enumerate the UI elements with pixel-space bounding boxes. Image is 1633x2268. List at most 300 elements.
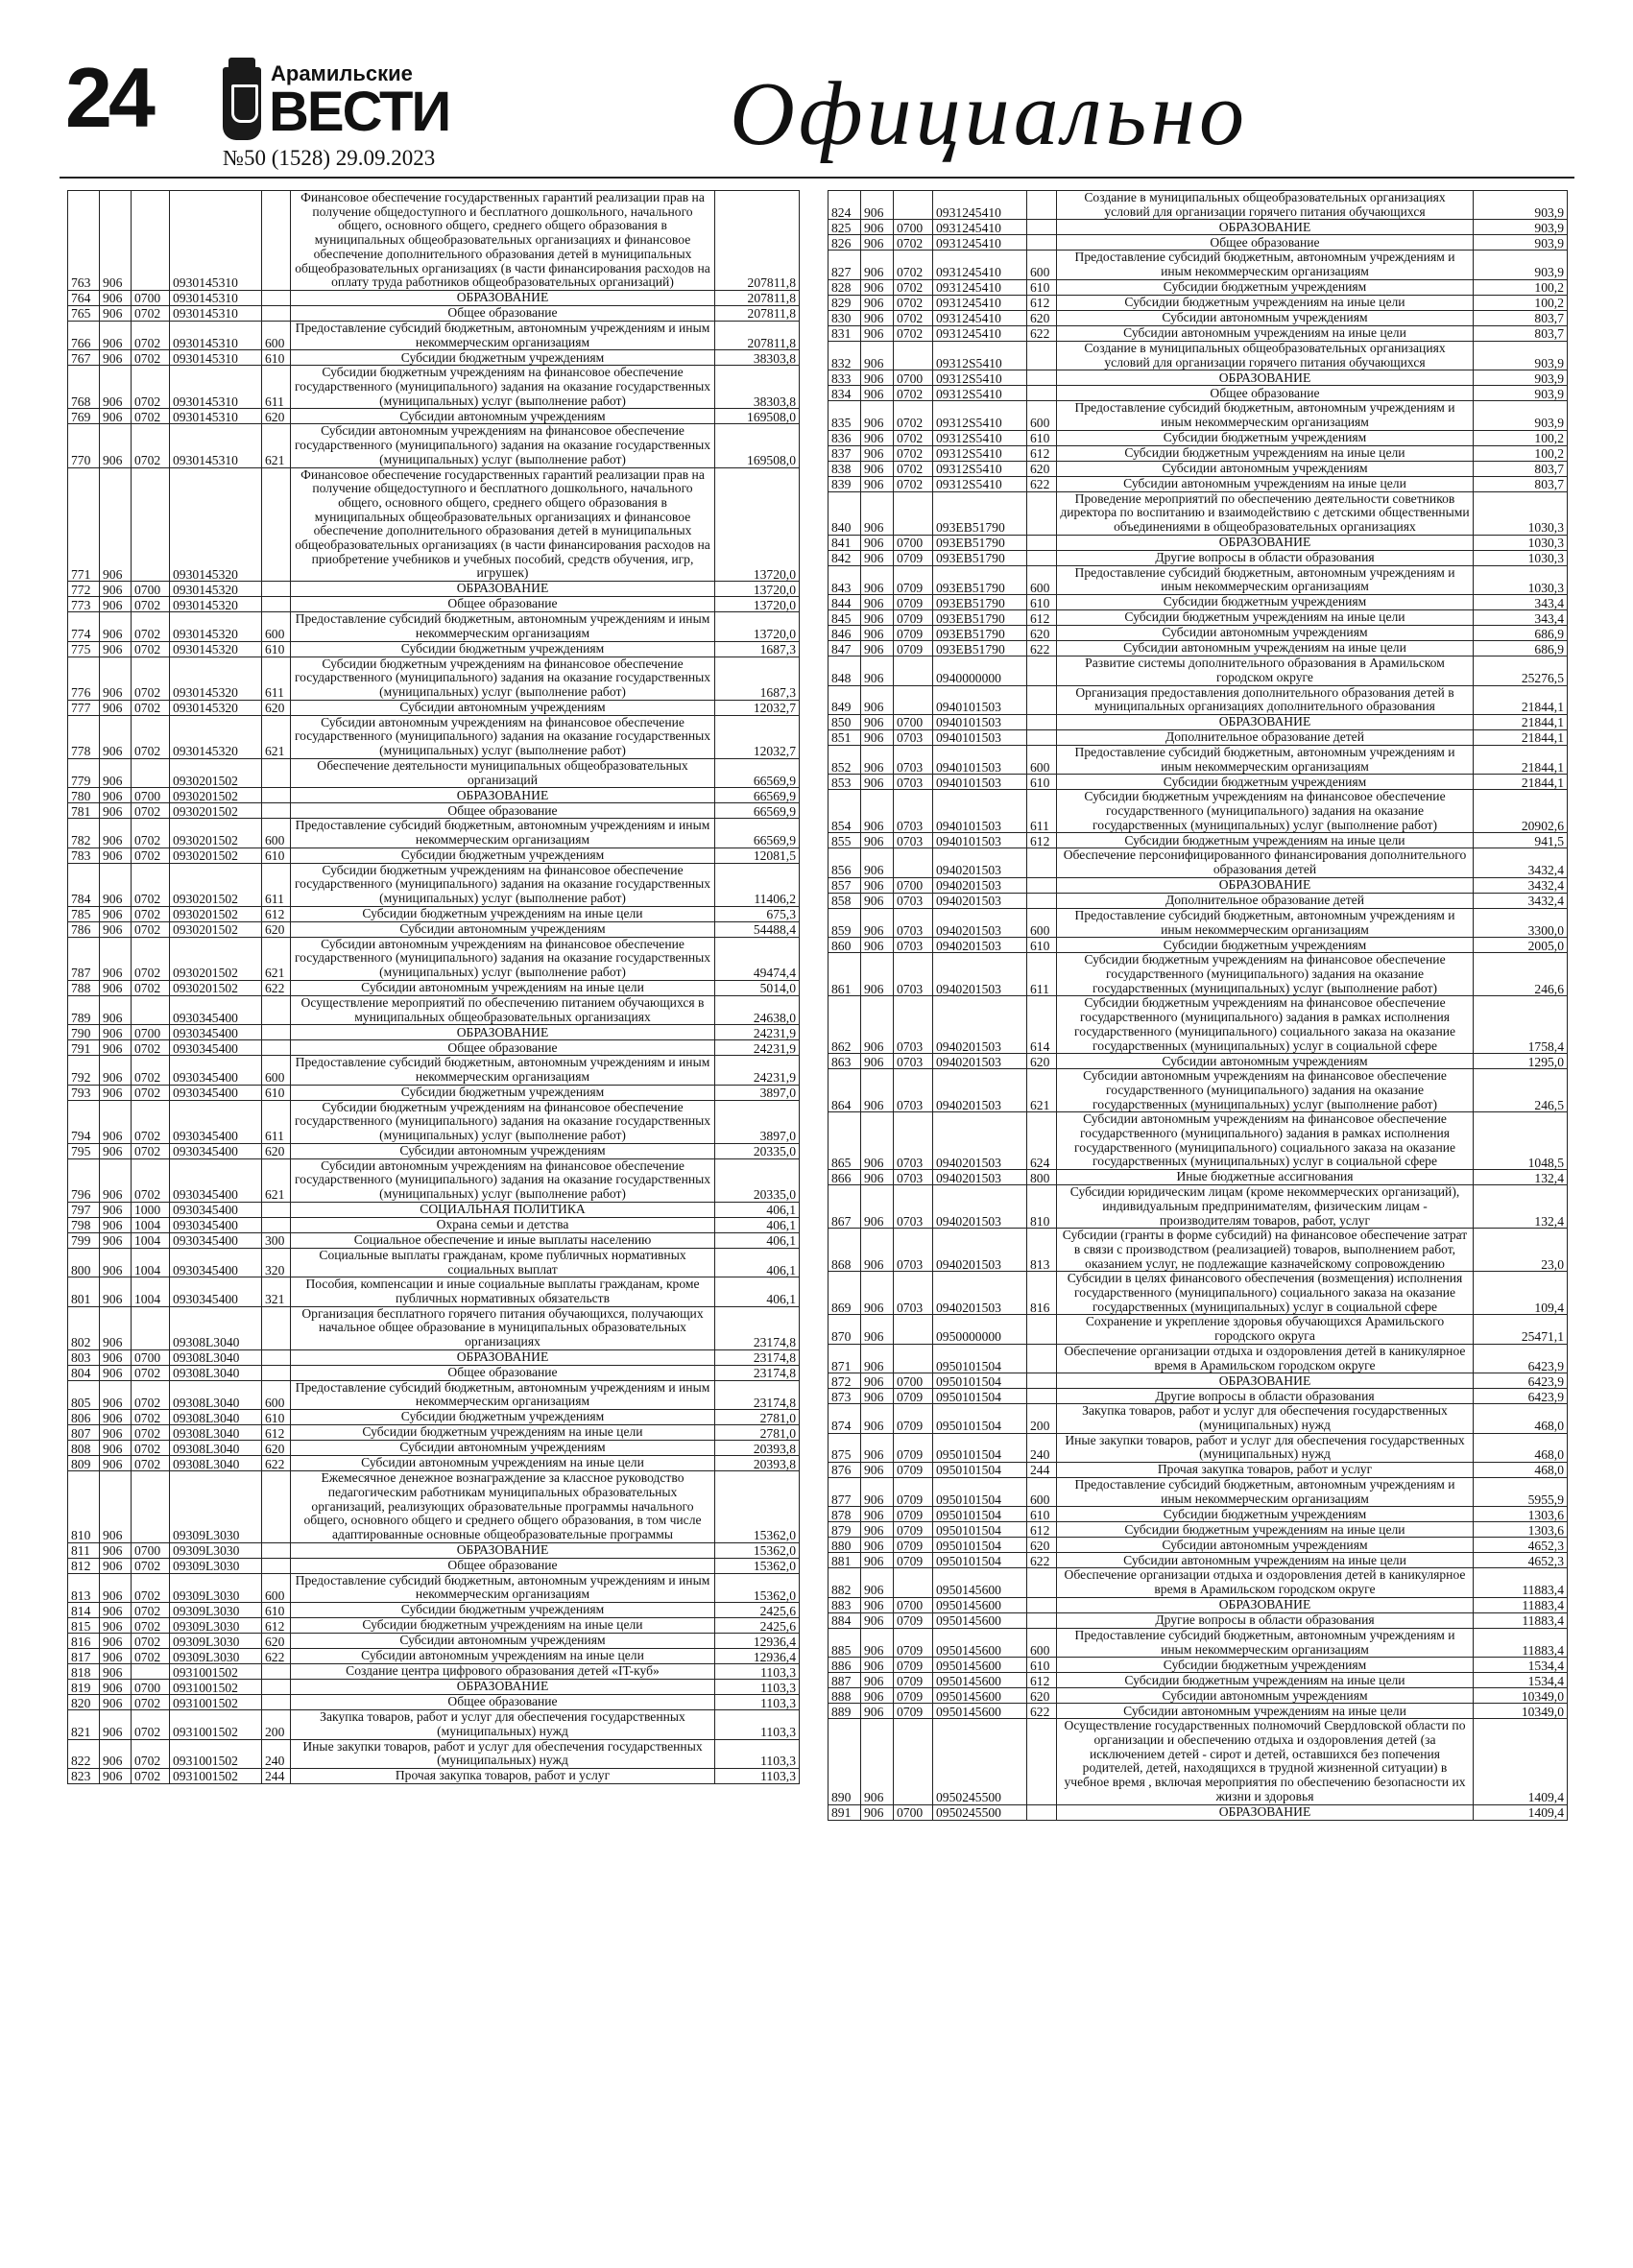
table-row (829, 1538, 1568, 1553)
description: ОБРАЗОВАНИЕ (1057, 1804, 1474, 1820)
description: Субсидии бюджетным учреждениям на финансовое обеспечение государственного (муниципального) задания на оказание государственных (муниципальных) услуг (выполнение работ) (291, 863, 715, 906)
table-row (68, 1603, 800, 1618)
table-row (829, 1344, 1568, 1373)
section-code: 0702 (894, 310, 933, 325)
gr-code: 906 (100, 819, 132, 848)
gr-code: 906 (100, 366, 132, 409)
gr-code: 906 (861, 595, 894, 610)
table-row (68, 1573, 800, 1602)
amount: 12936,4 (715, 1649, 800, 1664)
amount: 468,0 (1474, 1404, 1568, 1433)
description: ОБРАЗОВАНИЕ (1057, 1373, 1474, 1389)
type-code (1027, 220, 1057, 235)
section-code: 0702 (132, 597, 170, 612)
gr-code: 906 (100, 350, 132, 366)
section-code: 0702 (132, 1040, 170, 1056)
row-number: 769 (68, 409, 100, 424)
table-row (829, 1628, 1568, 1657)
section-code (894, 1568, 933, 1597)
gr-code: 906 (100, 1441, 132, 1456)
description: Субсидии бюджетным учреждениям на финансовое обеспечение государственного (муниципального) задания в рамках исполнения государственного (муниципального) социального заказа на оказание государственных (муниципальных) услуг в социальной сфере (1057, 996, 1474, 1054)
row-number: 767 (68, 350, 100, 366)
target-code: 0931245410 (933, 251, 1027, 279)
gr-code: 906 (861, 370, 894, 386)
section-code: 0702 (132, 803, 170, 819)
target-code: 0930145320 (170, 467, 262, 582)
target-code: 0940201503 (933, 848, 1027, 877)
target-code: 0940101503 (933, 729, 1027, 745)
target-code: 09312S5410 (933, 461, 1027, 476)
gr-code: 906 (861, 491, 894, 535)
section-code: 0702 (894, 401, 933, 430)
section-code: 0709 (894, 1463, 933, 1478)
description: Субсидии бюджетным учреждениям на финансовое обеспечение государственного (муниципального) задания на оказание государственных (муниципальных) услуг (выполнение работ) (1057, 790, 1474, 833)
section-code: 0709 (894, 626, 933, 641)
amount: 4652,3 (1474, 1553, 1568, 1568)
target-code: 09312S5410 (933, 476, 1027, 491)
table-row (68, 1558, 800, 1573)
gr-code: 906 (861, 877, 894, 893)
brand-top-line: Арамильские (271, 61, 413, 85)
section-code: 0702 (132, 366, 170, 409)
row-number: 786 (68, 921, 100, 937)
target-code: 0930145310 (170, 321, 262, 349)
table-row (829, 953, 1568, 996)
description: Субсидии автономным учреждениям на иные цели (291, 1456, 715, 1471)
gr-code: 906 (861, 476, 894, 491)
amount: 25471,1 (1474, 1315, 1568, 1344)
amount: 686,9 (1474, 626, 1568, 641)
gr-code: 906 (861, 235, 894, 251)
table-row (829, 1478, 1568, 1507)
description: Дополнительное образование детей (1057, 729, 1474, 745)
table-row (829, 1054, 1568, 1069)
section-code: 0702 (132, 906, 170, 921)
target-code: 0930201502 (170, 819, 262, 848)
row-number: 834 (829, 386, 861, 401)
type-code (262, 1365, 291, 1380)
table-row (829, 1463, 1568, 1478)
amount: 468,0 (1474, 1463, 1568, 1478)
amount: 10349,0 (1474, 1688, 1568, 1704)
target-code: 0930145310 (170, 305, 262, 321)
row-number: 890 (829, 1719, 861, 1804)
gr-code: 906 (100, 1710, 132, 1739)
amount: 13720,0 (715, 597, 800, 612)
type-code: 240 (262, 1739, 291, 1768)
table-row (829, 1658, 1568, 1673)
section-code: 0700 (894, 220, 933, 235)
amount: 903,9 (1474, 401, 1568, 430)
amount: 2425,6 (715, 1618, 800, 1634)
gr-code: 906 (861, 953, 894, 996)
gr-code: 906 (100, 1456, 132, 1471)
amount: 132,4 (1474, 1170, 1568, 1185)
table-row (829, 565, 1568, 594)
table-row (68, 1025, 800, 1040)
type-code: 816 (1027, 1272, 1057, 1315)
amount: 23174,8 (715, 1380, 800, 1409)
amount: 246,5 (1474, 1069, 1568, 1112)
amount: 11883,4 (1474, 1597, 1568, 1612)
description: ОБРАЗОВАНИЕ (291, 582, 715, 597)
table-row (68, 366, 800, 409)
description: Создание в муниципальных общеобразовательных организациях условий для организации горячего питания обучающихся (1057, 341, 1474, 370)
description: Общее образование (291, 1558, 715, 1573)
gr-code: 906 (861, 938, 894, 953)
row-number: 837 (829, 445, 861, 461)
section-code: 0702 (894, 279, 933, 295)
row-number: 772 (68, 582, 100, 597)
row-number: 872 (829, 1373, 861, 1389)
amount: 207811,8 (715, 321, 800, 349)
target-code: 0931245410 (933, 325, 1027, 341)
table-row (829, 1229, 1568, 1272)
target-code: 0930201502 (170, 788, 262, 803)
type-code: 600 (1027, 908, 1057, 937)
table-row (68, 1456, 800, 1471)
row-number: 815 (68, 1618, 100, 1634)
row-number: 802 (68, 1306, 100, 1349)
description: Прочая закупка товаров, работ и услуг (1057, 1463, 1474, 1478)
row-number: 782 (68, 819, 100, 848)
row-number: 796 (68, 1158, 100, 1202)
type-code: 620 (262, 409, 291, 424)
target-code: 0931001502 (170, 1710, 262, 1739)
row-number: 763 (68, 191, 100, 291)
row-number: 803 (68, 1349, 100, 1365)
section-code: 0702 (132, 921, 170, 937)
gr-code: 906 (861, 251, 894, 279)
description: Субсидии автономным учреждениям (1057, 1688, 1474, 1704)
row-number: 876 (829, 1463, 861, 1478)
target-code: 09309L3030 (170, 1542, 262, 1558)
table-row (68, 1680, 800, 1695)
target-code: 0930345400 (170, 1040, 262, 1056)
amount: 12032,7 (715, 700, 800, 715)
row-number: 798 (68, 1217, 100, 1232)
section-code: 0709 (894, 1404, 933, 1433)
description: ОБРАЗОВАНИЕ (1057, 1597, 1474, 1612)
table-row (68, 409, 800, 424)
type-code (262, 467, 291, 582)
amount: 803,7 (1474, 310, 1568, 325)
description: Создание центра цифрового образования детей «IT-куб» (291, 1664, 715, 1680)
type-code: 610 (262, 848, 291, 863)
amount: 941,5 (1474, 833, 1568, 848)
amount: 3897,0 (715, 1085, 800, 1100)
amount: 1534,4 (1474, 1658, 1568, 1673)
section-code: 0709 (894, 1433, 933, 1462)
description: Субсидии автономным учреждениям на иные цели (1057, 1553, 1474, 1568)
row-number: 868 (829, 1229, 861, 1272)
amount: 24231,9 (715, 1040, 800, 1056)
section-code: 0702 (132, 321, 170, 349)
table-row (68, 1739, 800, 1768)
target-code: 0931001502 (170, 1680, 262, 1695)
type-code: 800 (1027, 1170, 1057, 1185)
table-row (68, 1232, 800, 1248)
amount: 66569,9 (715, 803, 800, 819)
table-row (68, 700, 800, 715)
amount: 12032,7 (715, 715, 800, 758)
description: Субсидии бюджетным учреждениям на иные цели (291, 1425, 715, 1441)
target-code: 0930345400 (170, 1248, 262, 1277)
target-code: 0950101504 (933, 1463, 1027, 1478)
gr-code: 906 (861, 1272, 894, 1315)
table-row (829, 550, 1568, 565)
row-number: 849 (829, 685, 861, 714)
amount: 2781,0 (715, 1425, 800, 1441)
target-code: 0930201502 (170, 848, 262, 863)
type-code: 612 (1027, 445, 1057, 461)
table-row (68, 1380, 800, 1409)
section-code: 0702 (132, 980, 170, 995)
gr-code: 906 (861, 191, 894, 220)
section-code (132, 1664, 170, 1680)
description: Субсидии бюджетным учреждениям (291, 350, 715, 366)
amount: 406,1 (715, 1248, 800, 1277)
section-code (894, 191, 933, 220)
gr-code: 906 (100, 1739, 132, 1768)
table-row (829, 1389, 1568, 1404)
row-number: 836 (829, 430, 861, 445)
gr-code: 906 (100, 1542, 132, 1558)
description: Предоставление субсидий бюджетным, автономным учреждениям и иным некоммерческим организациям (1057, 908, 1474, 937)
section-code: 0703 (894, 1185, 933, 1229)
target-code: 0930345400 (170, 1025, 262, 1040)
target-code: 0930345400 (170, 1085, 262, 1100)
type-code: 620 (262, 1634, 291, 1649)
type-code: 200 (1027, 1404, 1057, 1433)
amount: 100,2 (1474, 445, 1568, 461)
gr-code: 906 (861, 626, 894, 641)
row-number: 862 (829, 996, 861, 1054)
description: Субсидии бюджетным учреждениям на иные цели (291, 906, 715, 921)
type-code: 611 (262, 1100, 291, 1143)
gr-code: 906 (100, 424, 132, 467)
table-row (68, 819, 800, 848)
gr-code: 906 (861, 1719, 894, 1804)
description: Развитие системы дополнительного образования в Арамильском городском округе (1057, 657, 1474, 685)
table-row (68, 1040, 800, 1056)
row-number: 764 (68, 290, 100, 305)
type-code (1027, 1719, 1057, 1804)
amount: 24231,9 (715, 1025, 800, 1040)
table-row (829, 685, 1568, 714)
section-code: 0703 (894, 893, 933, 908)
section-code: 0702 (132, 424, 170, 467)
amount: 1030,3 (1474, 550, 1568, 565)
section-code: 0703 (894, 938, 933, 953)
table-row (829, 848, 1568, 877)
gr-code: 906 (861, 550, 894, 565)
amount: 3300,0 (1474, 908, 1568, 937)
row-number: 787 (68, 937, 100, 980)
table-row (68, 788, 800, 803)
section-code: 0702 (132, 1085, 170, 1100)
section-code: 0709 (894, 1478, 933, 1507)
target-code: 0950101504 (933, 1344, 1027, 1373)
gr-code: 906 (100, 1306, 132, 1349)
gr-code: 906 (861, 833, 894, 848)
type-code: 600 (262, 1573, 291, 1602)
brand-name: ВЕСТИ (269, 81, 450, 143)
table-row (68, 305, 800, 321)
gr-code: 906 (100, 582, 132, 597)
target-code: 0931001502 (170, 1739, 262, 1768)
table-row (68, 290, 800, 305)
description: Субсидии автономным учреждениям на финансовое обеспечение государственного (муниципального) задания на оказание государственных (муниципальных) услуг (выполнение работ) (291, 715, 715, 758)
amount: 2005,0 (1474, 938, 1568, 953)
gr-code: 906 (861, 1170, 894, 1185)
type-code (262, 1202, 291, 1217)
row-number: 869 (829, 1272, 861, 1315)
type-code: 611 (1027, 953, 1057, 996)
row-number: 871 (829, 1344, 861, 1373)
section-code: 0709 (894, 1688, 933, 1704)
row-number: 875 (829, 1433, 861, 1462)
amount: 686,9 (1474, 641, 1568, 657)
row-number: 878 (829, 1507, 861, 1522)
gr-code: 906 (100, 715, 132, 758)
table-row (829, 341, 1568, 370)
amount: 15362,0 (715, 1558, 800, 1573)
table-row (829, 235, 1568, 251)
gr-code: 906 (100, 1410, 132, 1425)
type-code: 610 (262, 1603, 291, 1618)
type-code: 620 (1027, 310, 1057, 325)
description: Обеспечение деятельности муниципальных общеобразовательных организаций (291, 758, 715, 787)
type-code (262, 803, 291, 819)
row-number: 766 (68, 321, 100, 349)
description: Иные закупки товаров, работ и услуг для обеспечения государственных (муниципальных) нужд (291, 1739, 715, 1768)
target-code: 0940201503 (933, 908, 1027, 937)
amount: 406,1 (715, 1217, 800, 1232)
amount: 100,2 (1474, 430, 1568, 445)
target-code: 0940201503 (933, 1185, 1027, 1229)
description: Субсидии бюджетным учреждениям на иные цели (291, 1618, 715, 1634)
row-number: 778 (68, 715, 100, 758)
target-code: 0930145310 (170, 424, 262, 467)
type-code: 612 (1027, 610, 1057, 626)
amount: 1048,5 (1474, 1112, 1568, 1170)
row-number: 770 (68, 424, 100, 467)
target-code: 0930145320 (170, 597, 262, 612)
target-code: 0930145310 (170, 409, 262, 424)
type-code: 612 (1027, 1522, 1057, 1538)
table-row (829, 535, 1568, 550)
amount: 169508,0 (715, 409, 800, 424)
gr-code: 906 (861, 565, 894, 594)
gr-code: 906 (861, 685, 894, 714)
target-code: 0940201503 (933, 996, 1027, 1054)
gr-code: 906 (100, 1056, 132, 1085)
description: Общее образование (291, 1365, 715, 1380)
table-row (829, 1433, 1568, 1462)
section-code: 0702 (132, 1410, 170, 1425)
table-row (68, 1248, 800, 1277)
gr-code: 906 (100, 1425, 132, 1441)
issue-info: №50 (1528) 29.09.2023 (223, 146, 436, 170)
description: ОБРАЗОВАНИЕ (291, 1349, 715, 1365)
gr-code: 906 (100, 1217, 132, 1232)
gr-code: 906 (861, 1344, 894, 1373)
section-code: 0700 (132, 290, 170, 305)
amount: 21844,1 (1474, 775, 1568, 790)
table-row (829, 325, 1568, 341)
type-code: 600 (1027, 1628, 1057, 1657)
type-code: 622 (262, 980, 291, 995)
type-code (1027, 535, 1057, 550)
table-row (68, 1202, 800, 1217)
amount: 5955,9 (1474, 1478, 1568, 1507)
description: Предоставление субсидий бюджетным, автономным учреждениям и иным некоммерческим организациям (291, 1056, 715, 1085)
section-code: 0702 (132, 409, 170, 424)
target-code: 093EB51790 (933, 565, 1027, 594)
target-code: 09312S5410 (933, 370, 1027, 386)
type-code: 600 (1027, 251, 1057, 279)
table-row (829, 1804, 1568, 1820)
row-number: 885 (829, 1628, 861, 1657)
gr-code: 906 (100, 803, 132, 819)
target-code: 0931245410 (933, 279, 1027, 295)
amount: 11883,4 (1474, 1568, 1568, 1597)
table-row (829, 1688, 1568, 1704)
target-code: 09309L3030 (170, 1573, 262, 1602)
table-row (68, 1425, 800, 1441)
type-code: 200 (262, 1710, 291, 1739)
row-number: 884 (829, 1612, 861, 1628)
section-code (894, 1315, 933, 1344)
gr-code: 906 (861, 341, 894, 370)
amount: 1030,3 (1474, 491, 1568, 535)
table-row (829, 775, 1568, 790)
target-code: 0940201503 (933, 1069, 1027, 1112)
gr-code: 906 (100, 1634, 132, 1649)
gr-code: 906 (861, 714, 894, 729)
type-code: 600 (1027, 565, 1057, 594)
section-code: 0702 (132, 937, 170, 980)
table-row (829, 1185, 1568, 1229)
amount: 1758,4 (1474, 996, 1568, 1054)
table-row (829, 1112, 1568, 1170)
table-row (829, 1612, 1568, 1628)
row-number: 870 (829, 1315, 861, 1344)
table-row (68, 1441, 800, 1456)
section-code: 0703 (894, 1272, 933, 1315)
row-number: 807 (68, 1425, 100, 1441)
section-code: 0702 (894, 445, 933, 461)
type-code (262, 191, 291, 291)
description: Общее образование (291, 305, 715, 321)
table-row (68, 995, 800, 1024)
gr-code: 906 (861, 1069, 894, 1112)
description: ОБРАЗОВАНИЕ (291, 1680, 715, 1695)
section-code: 0700 (132, 582, 170, 597)
target-code: 0950101504 (933, 1553, 1027, 1568)
target-code: 0930145320 (170, 641, 262, 657)
gr-code: 906 (100, 906, 132, 921)
row-number: 826 (829, 235, 861, 251)
table-row (68, 1100, 800, 1143)
type-code: 240 (1027, 1433, 1057, 1462)
table-row (829, 1597, 1568, 1612)
type-code: 622 (1027, 1704, 1057, 1719)
section-code: 0700 (132, 1349, 170, 1365)
table-row (68, 1217, 800, 1232)
amount: 23174,8 (715, 1349, 800, 1365)
